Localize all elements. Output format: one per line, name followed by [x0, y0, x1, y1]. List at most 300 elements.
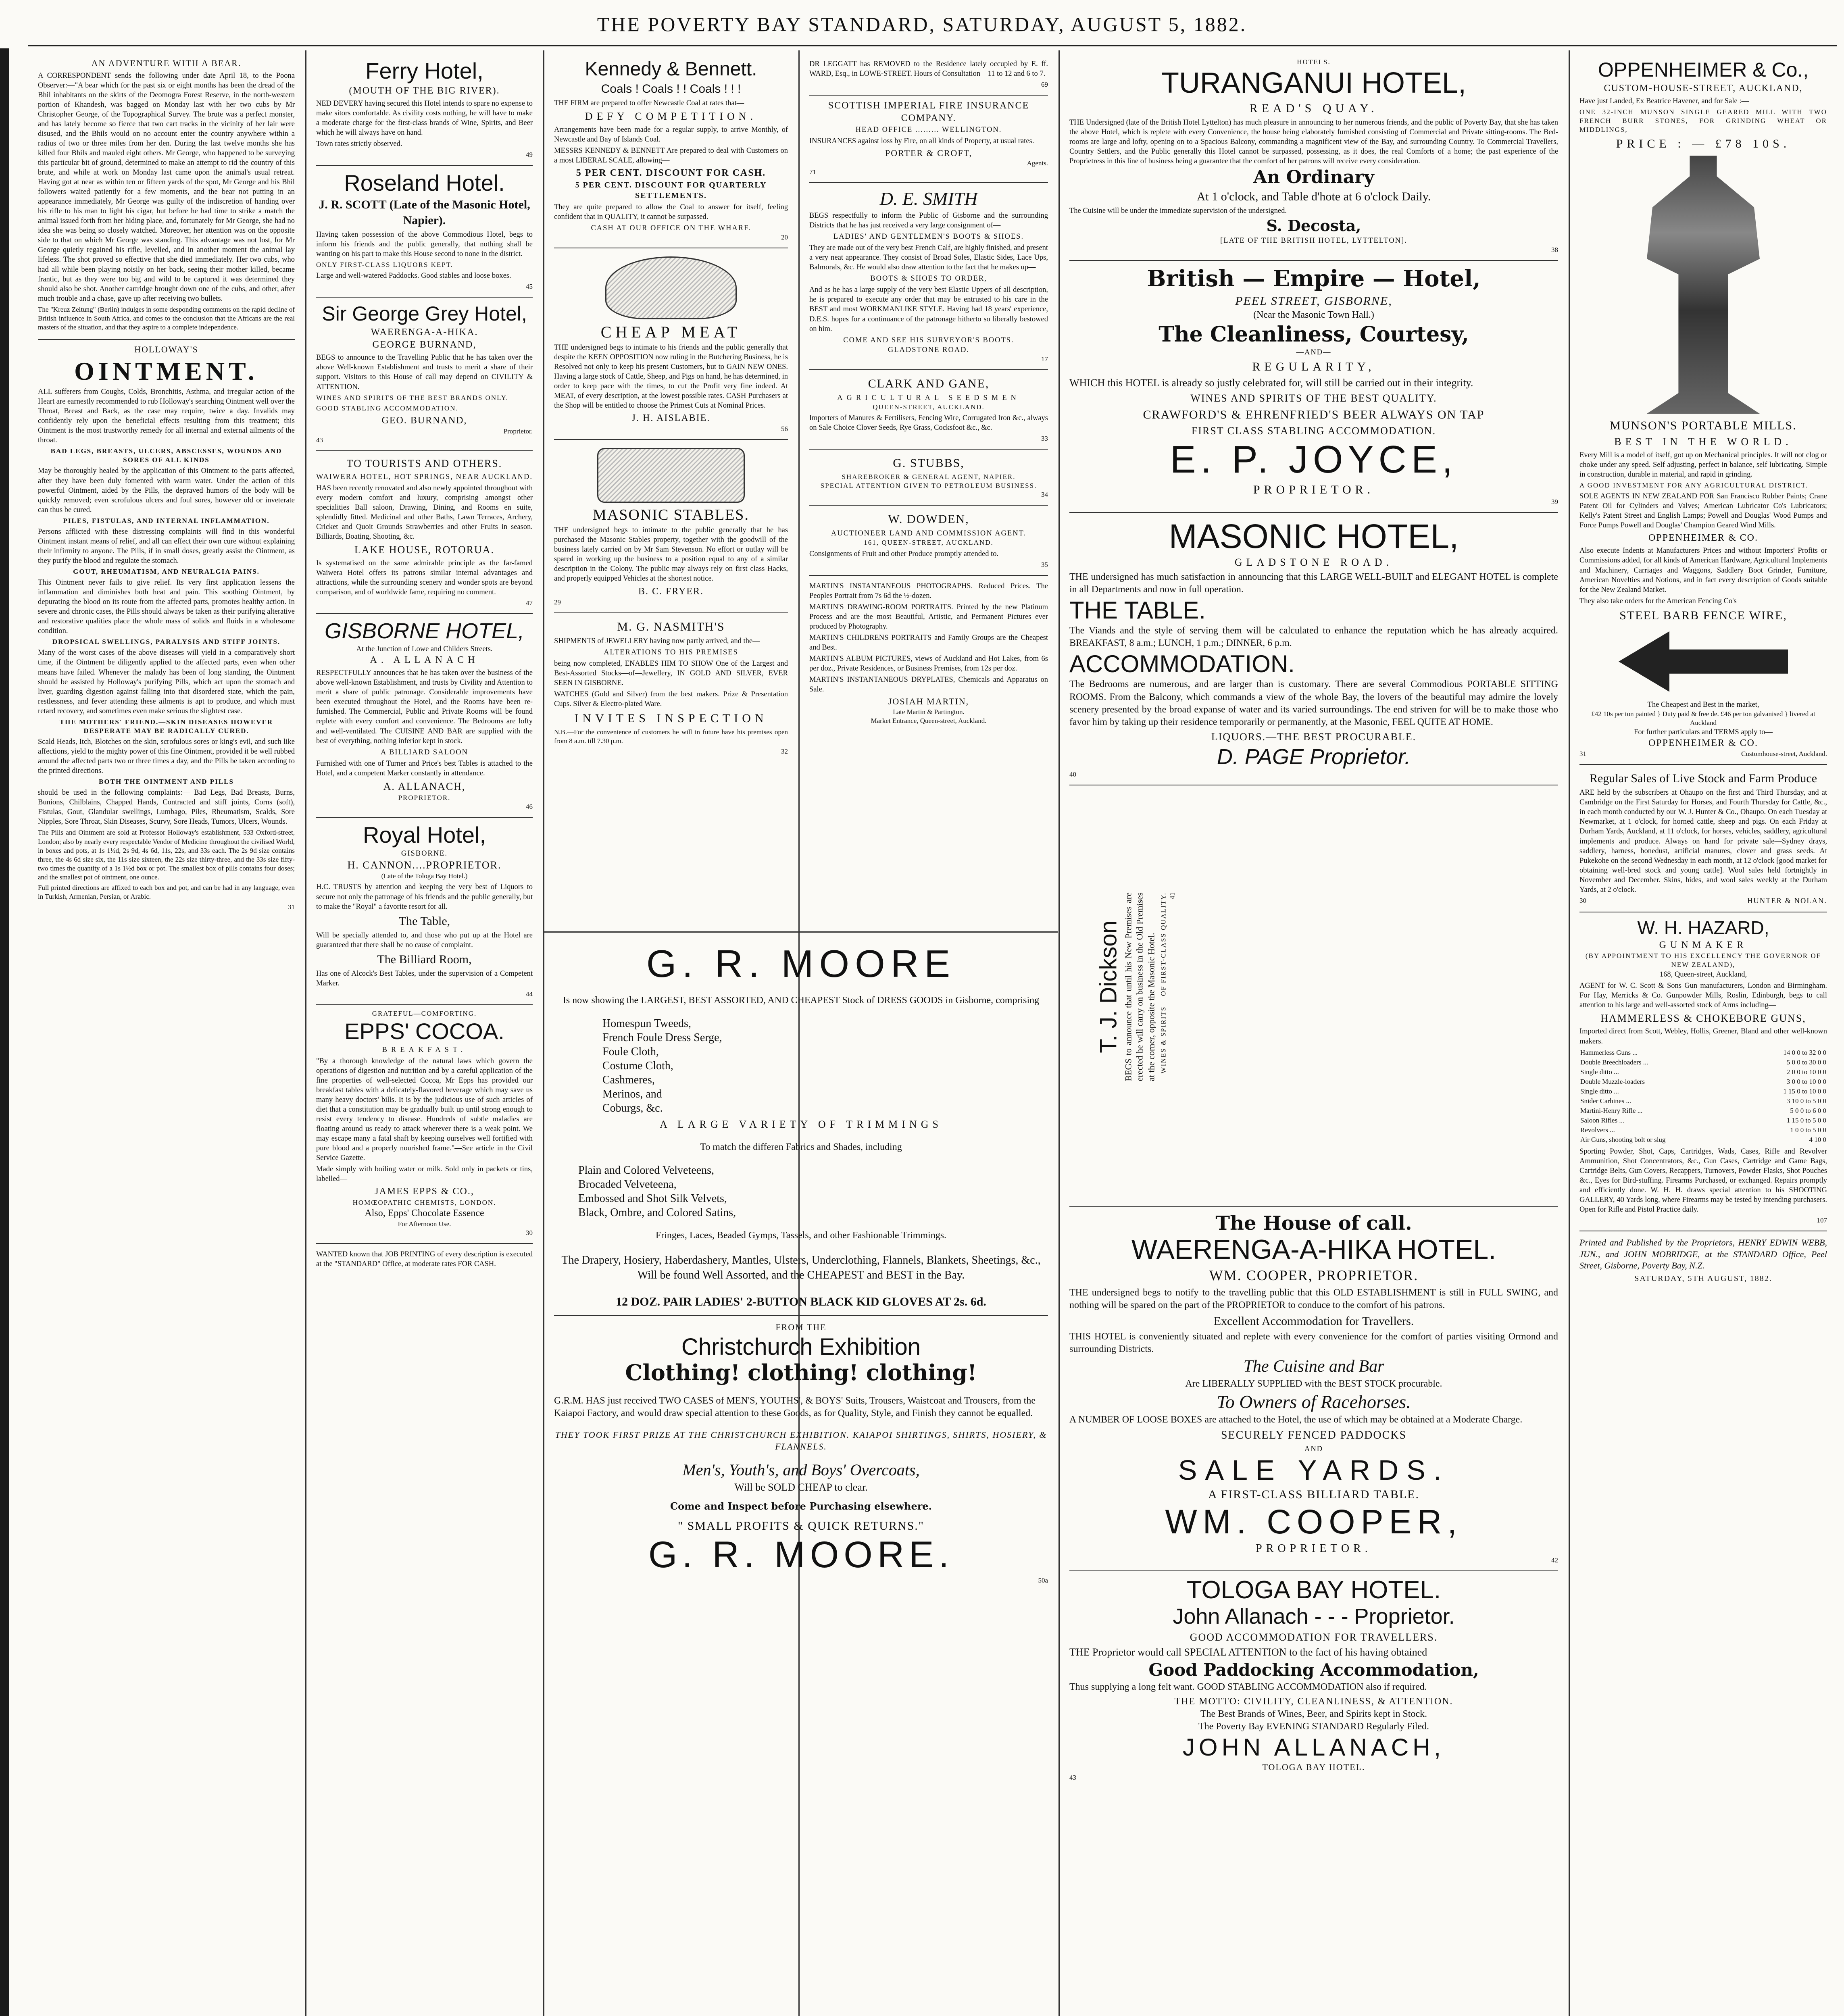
wanted-body: WANTED known that JOB PRINTING of every description is executed at the "STANDARD" Office, at moderate rates FOR CASH.	[316, 1250, 533, 1268]
table-row	[1579, 1048, 1827, 1058]
holloway-para: May be thoroughly healed by the application of this Ointment to the parts affected, after they have been duly fomented with warm water. Under the action of this powerful Ointment, aided by the Pills, the depraved humors of the body will be quickly removed; even scrofulous ulcers and foul sores, however old or inveterate can thus be cured.	[38, 467, 295, 514]
hazard-gunmaker-ad	[1579, 912, 1827, 1231]
moore-list-item: Merinos, and	[602, 1087, 662, 1100]
moore-list-item: Coburgs, &c.	[602, 1102, 663, 1114]
opp-fence: They also take orders for the American Fencing Co's	[1579, 597, 1737, 605]
be-addr: PEEL STREET, GISBORNE,	[1235, 294, 1392, 308]
waer-fenced: SECURELY FENCED PADDOCKS	[1221, 1429, 1407, 1441]
gun-price: 2 0 0 to 10 0 0	[1786, 1068, 1826, 1076]
barb-wire-arrow-icon	[1619, 631, 1788, 692]
moore-intro: Is now showing the LARGEST, BEST ASSORTED, AND CHEAPEST Stock of DRESS GOODS in Gisborne, comprising	[563, 995, 1040, 1006]
waer-sign: WM. COOPER,	[1165, 1503, 1463, 1541]
kb-body: THE FIRM are prepared to offer Newcastle Coal at rates that—	[554, 99, 744, 108]
kb-body4: They are quite prepared to allow the Coal to answer for itself, feeling confident that in QUALITY, it cannot be surpassed.	[554, 203, 788, 221]
meat-title: CHEAP MEAT	[600, 323, 742, 341]
hazard-imported: Imported direct from Scott, Webley, Hollis, Greener, Bland and other well-known makers.	[1579, 1027, 1827, 1045]
gisborne-billiard-body: Furnished with one of Turner and Price's best Tables is attached to the Hotel, and a competent Marker constantly in attendance.	[316, 759, 533, 777]
mas-road: GLADSTONE ROAD.	[1234, 556, 1393, 568]
page-edge	[0, 48, 9, 2016]
roseland-hotel-ad	[316, 166, 533, 298]
table-row	[1579, 1067, 1827, 1077]
stubbs-body: SPECIAL ATTENTION GIVEN TO PETROLEUM BUSINESS.	[820, 482, 1037, 490]
moore-clothing: Clothing! clothing! clothing!	[625, 1360, 977, 1386]
ad-number: 40	[1069, 770, 1076, 778]
royal-billiard: The Billiard Room,	[377, 952, 472, 966]
ferry-sub: (MOUTH OF THE BIG RIVER).	[349, 85, 500, 96]
leggatt-body: DR LEGGATT has REMOVED to the Residence lately occupied by E. ff. WARD, Esq., in LOWE-STREET. Hours of Consultation—11 to 12 and 6 to 7.	[809, 60, 1048, 78]
hazard-body2: Sporting Powder, Shot, Caps, Cartridges, Wads, Cases, Rifle and Revolver Ammunition, Shot Concentrators, &c., Gun Cases, Cartridge and Game Bags, Cartridge Belts, Gun Covers, Recappers, Turnovers, Powder Flasks, Shot Pouches &c., Eyes for Bird-stuffing. Firearms Purchased, or exchanged. Repairs promptly and efficiently done. W. H. H. draws special attention to his SHOOTING GALLERY, 40 Yards long, where Firearms may be tested by intending purchasers. Open for Rifle and Pistol Practice daily.	[1579, 1147, 1827, 1214]
grey-owner: GEORGE BURNAND,	[372, 339, 477, 350]
tol-sign: JOHN ALLANACH,	[1182, 1734, 1445, 1761]
moore-title: G. R. MOORE	[646, 942, 956, 985]
leggatt-ad	[809, 54, 1048, 96]
moore-come: Come and Inspect before Purchasing elsewhere.	[670, 1500, 932, 1512]
hazard-appt: (BY APPOINTMENT TO HIS EXCELLENCY THE GOVERNOR OF NEW ZEALAND),	[1585, 952, 1821, 969]
moore-sign: G. R. MOORE.	[648, 1534, 954, 1576]
cheap-meat-ad	[554, 248, 788, 440]
ad-number: 32	[781, 748, 788, 756]
opp-title: OPPENHEIMER & Co.,	[1598, 58, 1809, 81]
waer-and: AND	[1304, 1445, 1323, 1453]
smith-body3: And as he has a large supply of the very best Elastic Uppers of all description, he is prepared to execute any order that may be entrusted to his care in the BEST and most WORKMANLIKE STYLE. Having had 18 years' experience, D.E.S. hopes for a continuance of the patronage hitherto so liberally bestowed on him.	[809, 286, 1048, 333]
ad-number: 46	[526, 802, 533, 810]
moore-list-item: Costume Cloth,	[602, 1059, 673, 1072]
grey-wines: WINES AND SPIRITS OF THE BEST BRANDS ONLY.	[316, 394, 509, 402]
royal-late: (Late of the Tologa Bay Hotel.)	[381, 872, 468, 880]
moore-list-item: Foule Cloth,	[602, 1045, 659, 1058]
grey-title: Sir George Grey Hotel,	[322, 302, 527, 325]
gun-name: Revolvers ...	[1580, 1126, 1615, 1134]
moore-motto: " SMALL PROFITS & QUICK RETURNS."	[677, 1519, 925, 1533]
tol-body: THE Proprietor would call SPECIAL ATTENTION to the fact of his having obtained	[1069, 1646, 1427, 1658]
imprint-text: Printed and Published by the Proprietors, HENRY EDWIN WEBB, JUN., and JOHN MOBRIDGE, at the STANDARD Office, Peel Street, Gisborne, Poverty Bay, N.Z.	[1579, 1237, 1827, 1271]
column-5	[1060, 50, 1568, 2016]
tol-good: GOOD ACCOMMODATION FOR TRAVELLERS.	[1190, 1631, 1438, 1643]
opp-price: PRICE : — £78 10S.	[1616, 137, 1791, 151]
opp-prices: £42 10s per ton painted } Duty paid & free de. £46 per ton galvanised } livered at Auckland	[1591, 710, 1815, 727]
holloway-para: Many of the worst cases of the above diseases will yield in a comparatively short time, if the Ointment be diligently applied to the affected parts, even when other means have failed. Whenever the malady has been of long standing, the Ointment should be assisted by Holloway's purifying Pills, which act upon the stomach and liver, guarding digestion against falling into that disordered state, which the pain, restlessness, and fever attending these ailments is apt to produce, and which must retard recovery, and sometimes even make serious the slightest case.	[38, 649, 295, 715]
moore-ad	[544, 931, 1058, 2016]
waer-cuisine: The Cuisine and Bar	[1243, 1357, 1384, 1376]
ferry-foot: Town rates strictly observed.	[316, 140, 402, 148]
column-1	[28, 50, 304, 2016]
gisborne-hotel-ad	[316, 614, 533, 817]
table-row	[1579, 1077, 1827, 1087]
martin-line: MARTIN'S INSTANTANEOUS PHOTOGRAPHS. Reduced Prices. The Peoples Portrait from 7s 6d the ½-dozen.	[809, 582, 1048, 600]
rotorua-head: LAKE HOUSE, ROTORUA.	[354, 544, 495, 556]
be-sign: E. P. JOYCE,	[1170, 437, 1458, 481]
ad-number: 29	[554, 598, 561, 606]
dowden-addr: 161, QUEEN-STREET, AUCKLAND.	[864, 539, 994, 547]
dickson-body: BEGS to announce that until his New Premises are erected he will carry on business in the Old Premises at the corner, opposite the Masonic Hotel.	[1123, 892, 1156, 1081]
smith-come: COME AND SEE HIS SURVEYOR'S BOOTS.	[843, 336, 1014, 344]
holloway-heading: THE MOTHERS' FRIEND.—SKIN DISEASES HOWEVER DESPERATE MAY BE RADICALLY CURED.	[59, 718, 273, 735]
stock-body: ARE held by the subscribers at Ohaupo on the first and Third Thursday, and at Cambridge on the First Saturday for Horses, and Fourth Thursday for Cattle, &c., in each month conducted by our W. J. Hunter & Co., Ohaupo. On each Tuesday at Newmarket, at 1 o'clock, for horned cattle, sheep and pigs. On each Friday at Durham Yards, Auckland, at 11 o'clock, for horses, vehicles, saddlery, agricultural implements and produce. Always on hand for private sale—Sydney drays, saddlery, harness, bonedust, artificial manures, clover and grass seeds. At Pukekohe on the second Wednesday in each month, at 12 o'clock [good market for obtaining well-bred stock and young cattle]. Wool sales held fortnightly in November and December. Skins, hides, and wool sales weekly at the Durham Yards, at 2 o'clock.	[1579, 789, 1827, 894]
holloway-heading: BAD LEGS, BREASTS, ULCERS, ABSCESSES, WOUNDS AND SORES OF ALL KINDS	[50, 447, 282, 464]
british-empire-hotel-ad	[1069, 261, 1558, 512]
kb-disc1: 5 PER CENT. DISCOUNT FOR CASH.	[576, 168, 766, 179]
masthead-rule	[28, 45, 1837, 46]
opp-sign2: OPPENHEIMER & CO.	[1648, 737, 1759, 748]
moore-exhibition: Christchurch Exhibition	[681, 1333, 921, 1360]
be-title: British — Empire — Hotel,	[1147, 265, 1481, 292]
nasmith-title: M. G. NASMITH'S	[617, 620, 725, 633]
table-row	[1579, 1135, 1827, 1145]
holloway-para: Scald Heads, Itch, Blotches on the skin, scrofulous sores or king's evil, and such like affections, yield to the mighty power of this fine Ointment, provided it be well rubbed around the affected parts two or three times a day, and the Pills be taken according to the printed directions.	[38, 737, 295, 775]
hotels-label: HOTELS.	[1297, 58, 1331, 66]
stubbs-sub: SHAREBROKER & GENERAL AGENT, NAPIER.	[842, 473, 1016, 481]
dowden-body: Consignments of Fruit and other Produce promptly attended to.	[809, 550, 999, 558]
live-stock-ad	[1579, 765, 1827, 912]
oppenheimer-ad	[1579, 54, 1827, 765]
moore-gloves: 12 DOZ. PAIR LADIES' 2-BUTTON BLACK KID GLOVES AT 2s. 6d.	[616, 1295, 986, 1308]
be-and: —AND—	[1296, 348, 1331, 357]
ad-number: 34	[1041, 491, 1048, 499]
moore-drapery: The Drapery, Hosiery, Haberdashery, Mantles, Ulsters, Underclothing, Flannels, Blankets, Sheetings, &c., Will be found Well Assorted, and the CHEAPEST and BEST in the Bay.	[561, 1254, 1041, 1281]
royal-place: GISBORNE.	[401, 849, 448, 858]
column-6	[1570, 50, 1837, 2016]
table-row	[1579, 1116, 1827, 1125]
tologa-bay-hotel-ad	[1069, 1571, 1558, 1788]
ad-number: 39	[1551, 498, 1558, 506]
scottish-agents: Agents.	[1027, 159, 1048, 167]
roseland-body: Having taken possession of the above Commodious Hotel, begs to inform his friends and the public generally, that nothing shall be wanting on his part to make this House second to none in the district.	[316, 231, 533, 258]
roseland-foot: Large and well-watered Paddocks. Good stables and loose boxes.	[316, 272, 511, 280]
masonic-stables-ad	[554, 440, 788, 613]
moore-list-item: Homespun Tweeds,	[602, 1017, 691, 1030]
holloway-para: This Ointment never fails to give relief. Its very first application lessens the inflammation and diminishes both heat and pain. This soothing Ointment, by depurating the blood on its route from the affected parts, promotes healthy action. In severe and chronic cases, the Pills should always be taken as their purifying alterative and restorative qualities place the whole mass of solids and fluids in a wholesome condition.	[38, 579, 295, 635]
holloway-heading: DROPSICAL SWELLINGS, PARALYSIS AND STIFF JOINTS.	[52, 638, 281, 646]
moore-list-item: Brocaded Velveteena,	[578, 1178, 677, 1191]
ferry-hotel-ad	[316, 54, 533, 166]
waiwera-head: WAIWERA HOTEL, HOT SPRINGS, NEAR AUCKLAND.	[316, 473, 533, 481]
ad-number: 17	[1041, 355, 1048, 363]
clark-addr: QUEEN-STREET, AUCKLAND.	[873, 403, 985, 411]
kennedy-bennett-ad	[554, 54, 788, 248]
gun-name: Single ditto ...	[1580, 1087, 1619, 1095]
imprint	[1579, 1231, 1827, 1289]
scottish-sign: PORTER & CROFT,	[885, 148, 972, 158]
stables-sign: B. C. FRYER.	[638, 586, 704, 597]
tur-cuisine: The Cuisine will be under the immediate supervision of the undersigned.	[1069, 207, 1287, 215]
stubbs-title: G. STUBBS,	[893, 456, 965, 470]
grey-prop: Proprietor.	[503, 427, 533, 435]
be-beer: CRAWFORD'S & EHRENFRIED'S BEER ALWAYS ON TAP	[1143, 408, 1485, 421]
ad-number: 43	[316, 436, 323, 444]
ad-number: 31	[288, 903, 295, 911]
moore-list-item: Embossed and Shot Silk Velvets,	[578, 1192, 727, 1205]
kb-cash: CASH AT OUR OFFICE ON THE WHARF.	[591, 224, 751, 232]
royal-hotel-ad	[316, 818, 533, 1005]
epps-also: Also, Epps' Chocolate Essence	[365, 1208, 484, 1218]
ad-number: 45	[526, 283, 533, 291]
nasmith-body2: being now completed, ENABLES HIM TO SHOW One of the Largest and Best-Assorted Stocks—of—Jewellery, IN GOLD AND SILVER, EVER SEEN IN GISBORNE.	[554, 659, 788, 687]
be-wines: WINES AND SPIRITS OF THE BEST QUALITY.	[1190, 392, 1437, 404]
moore-list-item: Black, Ombre, and Colored Satins,	[578, 1206, 736, 1219]
holloway-para: The Pills and Ointment are sold at Professor Holloway's establishment, 533 Oxford-street, London; also by nearly every respectable Vendor of Medicine throughout the civilised World, in boxes and pots, at 1s 1½d, 2s 9d, 4s 6d, 11s, 22s, and 33s each. The 2s 9d size contains three, the 4s 6d size six, the 11s size sixteen, the 22s size thirty-three, and the 33s size fifty-two times the quantity of a 1s 1½d box or pot. The smallest box of pills contains four doses; and the smallest pot of ointment, one ounce.	[38, 829, 295, 881]
mas-liquors: LIQUORS.—THE BEST PROCURABLE.	[1211, 731, 1417, 743]
waiwera-title: TO TOURISTS AND OTHERS.	[346, 458, 502, 470]
hazard-sub: GUNMAKER	[1659, 940, 1748, 951]
ad-number: 30	[526, 1229, 533, 1237]
martin-line: MARTIN'S CHILDRENS PORTRAITS and Family Groups are the Cheapest and Best.	[809, 633, 1048, 652]
grey-place: WAERENGA-A-HIKA.	[371, 327, 478, 337]
table-row	[1579, 1087, 1827, 1096]
nasmith-ad	[554, 613, 788, 762]
opp-barb: STEEL BARB FENCE WIRE,	[1619, 608, 1787, 622]
dowden-ad	[809, 506, 1048, 575]
gun-name: Double Muzzle-loaders	[1580, 1077, 1645, 1085]
dickson-rotated	[1069, 785, 1202, 1189]
martin-line: MARTIN'S ALBUM PICTURES, views of Auckland and Hot Lakes, from 6s per doz., Private Residences, or Business Premises, from 12s per doz.	[809, 655, 1048, 673]
gun-price: 14 0 0 to 32 0 0	[1783, 1048, 1826, 1056]
dowden-sub: AUCTIONEER LAND AND COMMISSION AGENT.	[831, 529, 1027, 538]
holloway-heading: GOUT, RHEUMATISM, AND NEURALGIA PAINS.	[73, 567, 260, 575]
holloway-ad	[38, 340, 295, 917]
moore-list-item: French Foule Dress Serge,	[602, 1031, 722, 1044]
kb-defy: DEFY COMPETITION.	[585, 110, 757, 123]
opp-body3: Also execute Indents at Manufacturers Prices and without Importers' Profits or Commissions added, for all kinds of American Hardware, Agricultural Implements and Machinery, Carriages and Waggons, Saddlery Boot Grinder, Furniture, American Novelties and Notions, and in fact every description of Goods suitable for the New Zealand Market.	[1579, 547, 1827, 594]
roseland-title: Roseland Hotel.	[344, 170, 505, 196]
moore-grm: G.R.M. HAS just received TWO CASES of MEN'S, YOUTHS', & BOYS' Suits, Trousers, Waistcoat and Trousers, from the Kaiapoi Factory, and would draw special attention to these Goods, as for Quality, Style, and Finish they cannot be equalled.	[554, 1395, 1036, 1418]
gun-price: 1 15 0 to 5 0 0	[1786, 1116, 1826, 1125]
gun-name: Saloon Rifles ...	[1580, 1116, 1625, 1125]
kb-coals: Coals ! Coals ! ! Coals ! ! !	[601, 82, 741, 96]
waer-body2: THIS HOTEL is conveniently situated and replete with every convenience for the comfort of parties visiting Ormond and surrounding Districts.	[1069, 1331, 1558, 1355]
gun-name: Single ditto ...	[1580, 1068, 1619, 1076]
table-row	[1579, 1106, 1827, 1116]
moore-list-item: Plain and Colored Velveteens,	[578, 1164, 714, 1177]
scottish-title: SCOTTISH IMPERIAL FIRE INSURANCE COMPANY.	[828, 100, 1029, 124]
tol-paper: The Poverty Bay EVENING STANDARD Regularly Filed.	[1198, 1721, 1429, 1732]
column-3	[544, 50, 798, 929]
mas-acc-body: The Bedrooms are numerous, and are larger than is customary. There are several Commodious PORTABLE SITTING ROOMS. From the Balcony, which commands a view of the whole Bay, the lovers of the beautiful may admire the lovely scenery presented by the broad expanse of water and its varied surroundings. The end striven for will be to make those who favor him by taking up their residence temporarily or permanently, at the Masonic, FEEL QUITE AT HOME.	[1069, 679, 1558, 727]
gisborne-title: GISBORNE HOTEL,	[324, 619, 525, 644]
holloway-kicker: HOLLOWAY'S	[134, 344, 198, 354]
royal-table: The Table,	[398, 914, 450, 928]
opp-best: BEST IN THE WORLD.	[1614, 436, 1792, 448]
clark-sub: AGRICULTURAL SEEDSMEN	[837, 394, 1020, 402]
stock-sign: HUNTER & NOLAN.	[1747, 897, 1827, 905]
column-4	[800, 50, 1058, 929]
stubbs-ad	[809, 450, 1048, 506]
gun-price: 3 10 0 to 5 0 0	[1786, 1097, 1826, 1105]
grey-body: BEGS to announce to the Travelling Public that he has taken over the above Well-known Establishment and trusts to merit a share of their support. Visitors to this House of call may depend on CIVILITY & ATTENTION.	[316, 354, 533, 391]
be-body: WHICH this HOTEL is already so justly celebrated for, will still be carried out in their integrity.	[1069, 377, 1473, 389]
table-row	[1579, 1125, 1827, 1135]
gun-price-table	[1579, 1048, 1827, 1145]
gun-name: Martini-Henry Rifle ...	[1580, 1107, 1643, 1115]
dickson-name: T. J. Dickson	[1095, 921, 1122, 1054]
stables-body: THE undersigned begs to intimate to the public generally that he has purchased the Masonic Stables property, together with the goodwill of the business lately carried on by Mr Sam Stevenson. No effort or outlay will be spared in working up the business to a position equal to any of a similar description in the Colony. The public may always rely on first class Hacks, and properly equipped Vehicles at the shortest notice.	[554, 526, 788, 583]
royal-billiard-body: Has one of Alcock's Best Tables, under the supervision of a Competent Marker.	[316, 969, 533, 987]
bear-story	[38, 54, 295, 340]
tur-ordinary: An Ordinary	[1253, 167, 1374, 187]
ad-number: 33	[1041, 435, 1048, 443]
masonic-hotel-ad	[1069, 513, 1558, 785]
holloway-heading: BOTH THE OINTMENT AND PILLS	[99, 778, 234, 786]
gun-name: Hammerless Guns ...	[1580, 1048, 1638, 1056]
smith-road: GLADSTONE ROAD.	[888, 346, 970, 354]
martin-sign: JOSIAH MARTIN,	[888, 696, 969, 707]
opp-agents: SOLE AGENTS IN NEW ZEALAND FOR San Francisco Rubber Paints; Crane Patent Oil for Cylinders and Valves; American Lubricator Co's Lubricators; Kelly's Patent Street and English Lamps; Powell and Douglas' Wood Pumps and Force Pumps Powell and Douglas' Champion Geared Wind Mills.	[1579, 492, 1827, 530]
be-prop: PROPRIETOR.	[1253, 483, 1375, 496]
ad-number: 38	[1551, 246, 1558, 254]
martin-ad	[809, 576, 1048, 731]
dickson-ad	[1069, 785, 1558, 1207]
dowden-title: W. DOWDEN,	[888, 512, 969, 526]
hazard-addr: 168, Queen-street, Auckland,	[1659, 970, 1747, 979]
gun-price: 1 0 0 to 5 0 0	[1790, 1126, 1826, 1134]
tol-brands: The Best Brands of Wines, Beer, and Spirits kept in Stock.	[1200, 1708, 1427, 1719]
waer-excellent: Excellent Accommodation for Travellers.	[1213, 1314, 1414, 1328]
coach-icon	[597, 448, 745, 503]
moore-variety: A LARGE VARIETY OF TRIMMINGS	[660, 1118, 942, 1130]
waer-owners: To Owners of Racehorses.	[1217, 1391, 1411, 1412]
story-title: AN ADVENTURE WITH A BEAR.	[91, 58, 242, 68]
ad-number: 43	[1069, 1773, 1076, 1781]
waiwera-body: HAS been recently renovated and also newly appointed throughout with every modern comfort and luxury, comprising amongst other specialities Ball saloon, Drawing, Dining, and Rooms en suite, splendidly fitted. Medicinal and other Baths, Lawn Terraces, Archery, Cricket and Quoit Grounds Strawberries and other Fruits in season. Billiards, Boating, Shooting, &c.	[316, 484, 533, 541]
ad-number: 47	[526, 599, 533, 607]
ad-number: 35	[1041, 560, 1048, 569]
tol-pad: Good Paddocking Accommodation,	[1148, 1660, 1479, 1680]
tol-place: TOLOGA BAY HOTEL.	[1262, 1762, 1365, 1772]
opp-body2: Every Mill is a model of itself, got up on Mechanical principles. It will not clog or choke under any speed. Self adjusting, perfect in balance, self lubricating. Simple in construction, durable in material, and rapid in grinding.	[1579, 451, 1827, 479]
opp-further: For further particulars and TERMS apply to—	[1634, 728, 1773, 736]
mas-acc: ACCOMMODATION.	[1069, 650, 1295, 678]
table-row	[1579, 1058, 1827, 1067]
gisborne-billiard: A BILLIARD SALOON	[381, 748, 468, 756]
hazard-hamm: HAMMERLESS & CHOKEBORE GUNS,	[1600, 1012, 1806, 1024]
moore-list	[602, 1016, 1048, 1115]
smith-body: BEGS respectfully to inform the Public of Gisborne and the surrounding Districts that he has just received a very large consignment of—	[809, 212, 1048, 230]
waer-boxes: A NUMBER OF LOOSE BOXES are attached to the Hotel, the use of which may be obtained at a Moderate Charge.	[1069, 1414, 1523, 1425]
moore-prize: THEY TOOK FIRST PRIZE AT THE CHRISTCHURCH EXHIBITION. KAIAPOI SHIRTINGS, SHIRTS, HOSIERY, & FLANNELS.	[555, 1430, 1047, 1452]
ad-number: 71	[809, 168, 816, 176]
wanted-ad	[316, 1244, 533, 1276]
tur-body: THE Undersigned (late of the British Hotel Lyttelton) has much pleasure in announcing to her numerous friends, and the public of Poverty Bay, that she has taken the above Hotel, which is replete with every Convenience, the house being elaborately furnished consisting of Commercial and Private sitting-rooms. The Bed-rooms are large and lofty, opening on to a Spacious Balcony, commanding a magnificent view of the Bay, and surrounding Country. To Commercial Travellers, Country Settlers, and the Public generally this Hotel cannot be surpassed, possessing, as it does, the real Comforts of a home; the past experience of the Proprietress in this line of business being a guarantee that the comfort of her patrons will receive every consideration.	[1069, 118, 1558, 165]
tol-motto: THE MOTTO: CIVILITY, CLEANLINESS, & ATTENTION.	[1174, 1696, 1453, 1707]
martin-late: Late Martin & Partington.	[893, 708, 965, 716]
hazard-body: AGENT for W. C. Scott & Sons Gun manufacturers, London and Birmingham. For Hay, Merricks & Co. Gunpowder Mills, Roslin, Edinburgh, begs to call attention to his large and well-assorted stock of Arms including—	[1579, 981, 1827, 1009]
ad-number: 49	[526, 151, 533, 159]
meat-body: THE undersigned begs to intimate to his friends and the public generally that despite the KEEN OPPOSITION now ruling in the Butchering Business, he is Resolved not only to keep his present Customers, but to GAIN NEW ONES. Having a large stock of Cattle, Sheep, and Pigs on hand, he has determined, in order to keep pace with the times, to cut the Profit very fine indeed. At MEAT, of every description, at the lowest possible rates. CASH Purchasers at the Shop will be entitled to choose the Primest Cuts at Nominal Prices.	[554, 343, 788, 410]
turanganui-hotel-ad	[1069, 54, 1558, 261]
opp-addr: CUSTOM-HOUSE-STREET, AUCKLAND,	[1604, 83, 1803, 94]
nasmith-nb: N.B.—For the convenience of customers he will in future have his premises open from 8 a.m. till 7.30 p.m.	[554, 728, 788, 745]
hazard-title: W. H. HAZARD,	[1637, 917, 1769, 938]
grain-mill-icon	[1647, 156, 1760, 414]
gisborne-sign: A. ALLANACH,	[383, 780, 466, 792]
kb-body3: MESSRS KENNEDY & BENNETT Are prepared to deal with Customers on a most LIBERAL SCALE, allowing—	[554, 147, 788, 165]
ad-number: 20	[781, 233, 788, 241]
ad-number: 30	[1579, 896, 1586, 904]
masthead: THE POVERTY BAY STANDARD, SATURDAY, AUGUST 5, 1882.	[597, 13, 1247, 35]
opp-addr2: Customhouse-street, Auckland.	[1741, 750, 1827, 758]
nasmith-body: SHIPMENTS of JEWELLERY having now partly arrived, and the—	[554, 637, 760, 645]
opp-cheap: The Cheapest and Best in the market,	[1647, 700, 1759, 709]
epps-kicker: GRATEFUL—COMFORTING.	[372, 1009, 477, 1017]
mas-table: THE TABLE.	[1069, 596, 1206, 624]
gun-price: 5 0 0 to 6 0 0	[1790, 1107, 1826, 1115]
gun-price: 1 15 0 to 10 0 0	[1783, 1087, 1826, 1095]
holloway-body: ALL sufferers from Coughs, Colds, Bronchitis, Asthma, and irregular action of the Heart are earnestly recommended to rub Holloway's searching Ointment well over the Throat, Breast and Back, as the case may require, twice a day. Invalids may confidently rely upon the beneficial effects resulting from this treatment; this Ointment is the most trustworthy remedy for all internal and external ailments of the throat.	[38, 387, 295, 445]
kb-body2: Arrangements have been made for a regular supply, to arrive Monthly, of Newcastle and Bay of Islands Coal.	[554, 126, 788, 144]
epps-made: Made simply with boiling water or milk. Sold only in packets or tins, labelled—	[316, 1165, 533, 1183]
epps-sign: JAMES EPPS & CO.,	[375, 1186, 474, 1197]
imprint-date: SATURDAY, 5TH AUGUST, 1882.	[1634, 1274, 1772, 1283]
tol-body2: Thus supplying a long felt want. GOOD STABLING ACCOMMODATION also if required.	[1069, 1682, 1427, 1693]
smith-body2: They are made out of the very best French Calf, are highly finished, and present a very neat appearance. They consist of Broad Soles, Elastic Sides, Lace Ups, Balmorals, &c. He would also draw attention to the fact that he makes up—	[809, 244, 1048, 272]
gisborne-owner: A. ALLANACH	[370, 655, 479, 666]
ad-number: 107	[1817, 1216, 1827, 1224]
mas-body: THE undersigned has much satisfaction in announcing that this LARGE WELL-BUILT and ELEGANT HOTEL is complete in all Departments and now in full operation.	[1069, 571, 1558, 595]
ferry-title: Ferry Hotel,	[365, 58, 483, 83]
epps-title: EPPS' COCOA.	[344, 1018, 504, 1044]
martin-line: MARTIN'S INSTANTANEOUS DRYPLATES, Chemicals and Apparatus on Sale.	[809, 676, 1048, 694]
smith-order: BOOTS & SHOES TO ORDER,	[870, 275, 987, 283]
gisborne-sub: At the Junction of Lowe and Childers Streets.	[356, 645, 493, 653]
royal-table-body: Will be specially attended to, and those who put up at the Hotel are guaranteed that there shall be no cause of complaint.	[316, 931, 533, 949]
gun-price: 4 10 0	[1809, 1136, 1826, 1144]
clark-title: CLARK AND GANE,	[868, 377, 990, 390]
martin-addr: Market Entrance, Queen-street, Auckland.	[871, 716, 987, 725]
smith-title: D. E. SMITH	[879, 188, 978, 209]
epps-after: For Afternoon Use.	[398, 1220, 451, 1228]
moore-from: FROM THE	[775, 1322, 827, 1332]
kb-title: Kennedy & Bennett.	[585, 58, 757, 80]
epps-cocoa-ad	[316, 1005, 533, 1244]
nasmith-alter: ALTERATIONS TO HIS PREMISES	[604, 648, 738, 656]
scottish-body: INSURANCES against loss by Fire, on all kinds of Property, at usual rates.	[809, 137, 1034, 145]
moore-list2	[578, 1163, 1048, 1220]
be-near: (Near the Masonic Town Hall.)	[1253, 309, 1374, 320]
column-2	[306, 50, 542, 2016]
moore-fringes: Fringes, Laces, Beaded Gymps, Tassels, and other Fashionable Trimmings.	[655, 1230, 947, 1241]
tur-sign: S. Decosta,	[1266, 217, 1361, 235]
epps-sub: BREAKFAST.	[382, 1045, 467, 1054]
opp-sign: OPPENHEIMER & CO.	[1648, 533, 1759, 544]
ad-number: 56	[781, 425, 788, 433]
holloway-heading: PILES, FISTULAS, AND INTERNAL INFLAMMATION.	[63, 516, 270, 525]
opp-portable: MUNSON'S PORTABLE MILLS.	[1610, 419, 1797, 433]
waerenga-hotel-ad	[1069, 1207, 1558, 1572]
ad-number: 42	[1551, 1556, 1558, 1564]
rotorua-body: Is systematised on the same admirable principle as the far-famed Waiwera Hotel offers its patrons similar internal advantages and attractions, while the surrounding scenery and wonder spots are beyond comparison, and of worldwide fame, requiring no comment.	[316, 559, 533, 597]
ad-number: 41	[1168, 892, 1176, 900]
ad-number: 50a	[1038, 1576, 1048, 1584]
holloway-para: Full printed directions are affixed to each box and pot, and can be had in any language, even in Turkish, Armenian, Persian, or Arabic.	[38, 883, 295, 901]
be-clean: The Cleanliness, Courtesy,	[1158, 322, 1469, 347]
grey-sign: GEO. BURNAND,	[381, 415, 467, 426]
waiwera-ad	[316, 451, 533, 614]
opp-body: Have just Landed, Ex Beatrice Havener, and for Sale :—	[1579, 97, 1749, 105]
gun-price: 5 0 0 to 30 0 0	[1786, 1058, 1826, 1066]
mas-table-body: The Viands and the style of serving them will be calculated to enhance the reputation which he has already acquired. BREAKFAST, 8 a.m.; LUNCH, 1 p.m.; DINNER, 6 p.m.	[1069, 625, 1558, 649]
opp-agent: A GOOD INVESTMENT FOR ANY AGRICULTURAL DISTRICT.	[1579, 481, 1809, 489]
gun-name: Snider Carbines ...	[1580, 1097, 1631, 1105]
ad-number: 31	[1579, 750, 1586, 758]
gisborne-prop: PROPRIETOR.	[398, 793, 451, 802]
story-note: The "Kreuz Zeitung" (Berlin) indulges in some desponding comments on the rapid decline of British influence in South Africa, and comes to the conclusion that the Africans are the real masters of the situation, and that they aspire to a complete independence.	[38, 305, 295, 331]
royal-body: H.C. TRUSTS by attention and keeping the very best of Liquors to secure not only the patronage of his friends and the public generally, but to make the "Royal" a favorite resort for all.	[316, 883, 533, 911]
holloway-para: Persons afflicted with these distressing complaints will find in this wonderful Ointment instant means of relief, and all can effect their own cure without explaining their infirmity to anyone. The Pills, if in small doses, greatly assist the Ointment, as they purify the blood and regulate the stomach.	[38, 527, 295, 565]
epps-chem: HOMŒOPATHIC CHEMISTS, LONDON.	[352, 1198, 496, 1206]
waer-body: THE undersigned begs to notify to the travelling public that this OLD ESTABLISHMENT is still in FULL SWING, and nothing will be spared on the part of the PROPRIETOR to conduce to the comfort of his patrons.	[1069, 1287, 1558, 1310]
scottish-office: HEAD OFFICE ......... WELLINGTON.	[855, 125, 1002, 134]
table-row	[1579, 1096, 1827, 1106]
waer-supplied: Are LIBERALLY SUPPLIED with the BEST STOCK procurable.	[1185, 1378, 1442, 1389]
